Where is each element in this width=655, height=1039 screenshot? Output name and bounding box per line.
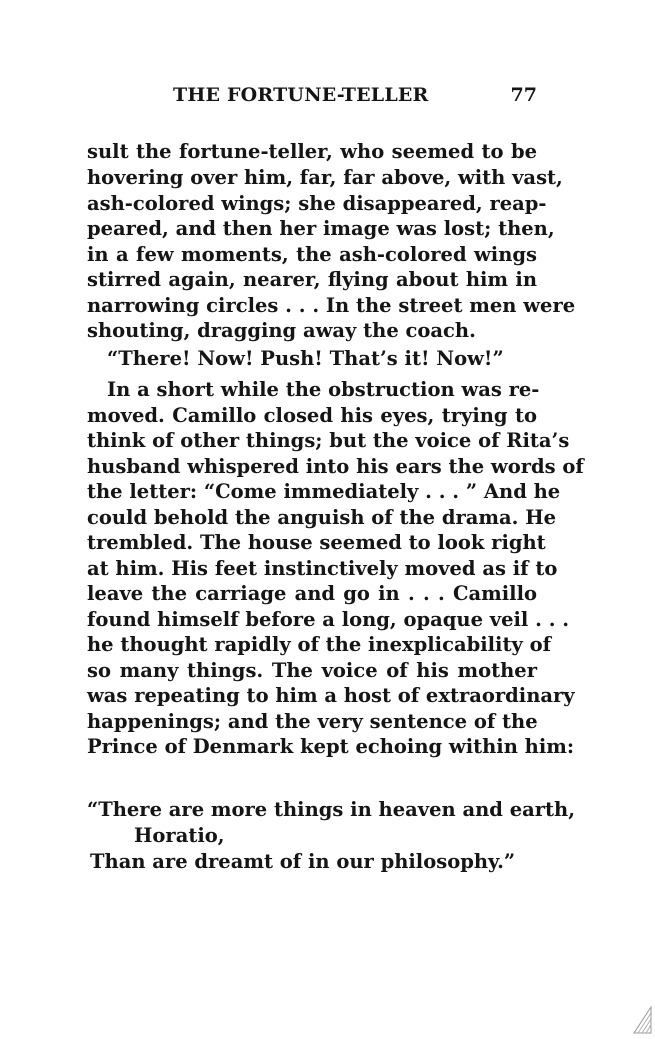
- text-line: so many things. The voice of his mother: [87, 659, 537, 682]
- text-line: the letter: “Come immediately . . . ” And he: [87, 480, 561, 503]
- text-line: in a few moments, the ash-colored wings: [87, 243, 537, 266]
- dialogue-line: “There! Now! Push! That’s it! Now!”: [107, 347, 504, 370]
- text-line: narrowing circles . . . In the street men were: [87, 294, 576, 317]
- quotation-line: “There are more things in heaven and earth,: [87, 798, 575, 821]
- text-line: trembled. The house seemed to look right: [87, 531, 546, 554]
- quotation-line: Horatio,: [134, 824, 225, 847]
- text-line: shouting, dragging away the coach.: [87, 319, 476, 342]
- text-line: think of other things; but the voice of Rita’s: [87, 429, 570, 452]
- text-line: found himself before a long, opaque veil . . .: [87, 608, 570, 631]
- text-line: could behold the anguish of the drama. He: [87, 506, 557, 529]
- running-head: [87, 84, 537, 112]
- text-line: happenings; and the very sentence of the: [87, 710, 538, 733]
- text-line: hovering over him, far, far above, with vast,: [87, 166, 563, 189]
- text-line: moved. Camillo closed his eyes, trying to: [87, 404, 537, 427]
- text-line: In a short while the obstruction was re-: [107, 378, 540, 401]
- page-number: 77: [510, 84, 537, 106]
- quotation-line: Than are dreamt of in our philosophy.”: [90, 850, 516, 873]
- text-line: husband whispered into his ears the words of: [87, 455, 584, 478]
- text-line: was repeating to him a host of extraordinary: [87, 684, 575, 707]
- text-line: peared, and then her image was lost; then,: [87, 217, 555, 240]
- text-line: sult the fortune-teller, who seemed to be: [87, 140, 537, 163]
- page-corner-icon: [631, 1001, 653, 1035]
- text-line: at him. His feet instinctively moved as if to: [87, 557, 558, 580]
- text-line: stirred again, nearer, flying about him in: [87, 268, 537, 291]
- running-title: THE FORTUNE-TELLER: [173, 84, 429, 106]
- text-line: leave the carriage and go in . . . Camillo: [87, 582, 537, 605]
- text-line: Prince of Denmark kept echoing within him:: [87, 735, 575, 758]
- text-line: ash-colored wings; she disappeared, reap-: [87, 192, 547, 215]
- text-line: he thought rapidly of the inexplicability of: [87, 633, 551, 656]
